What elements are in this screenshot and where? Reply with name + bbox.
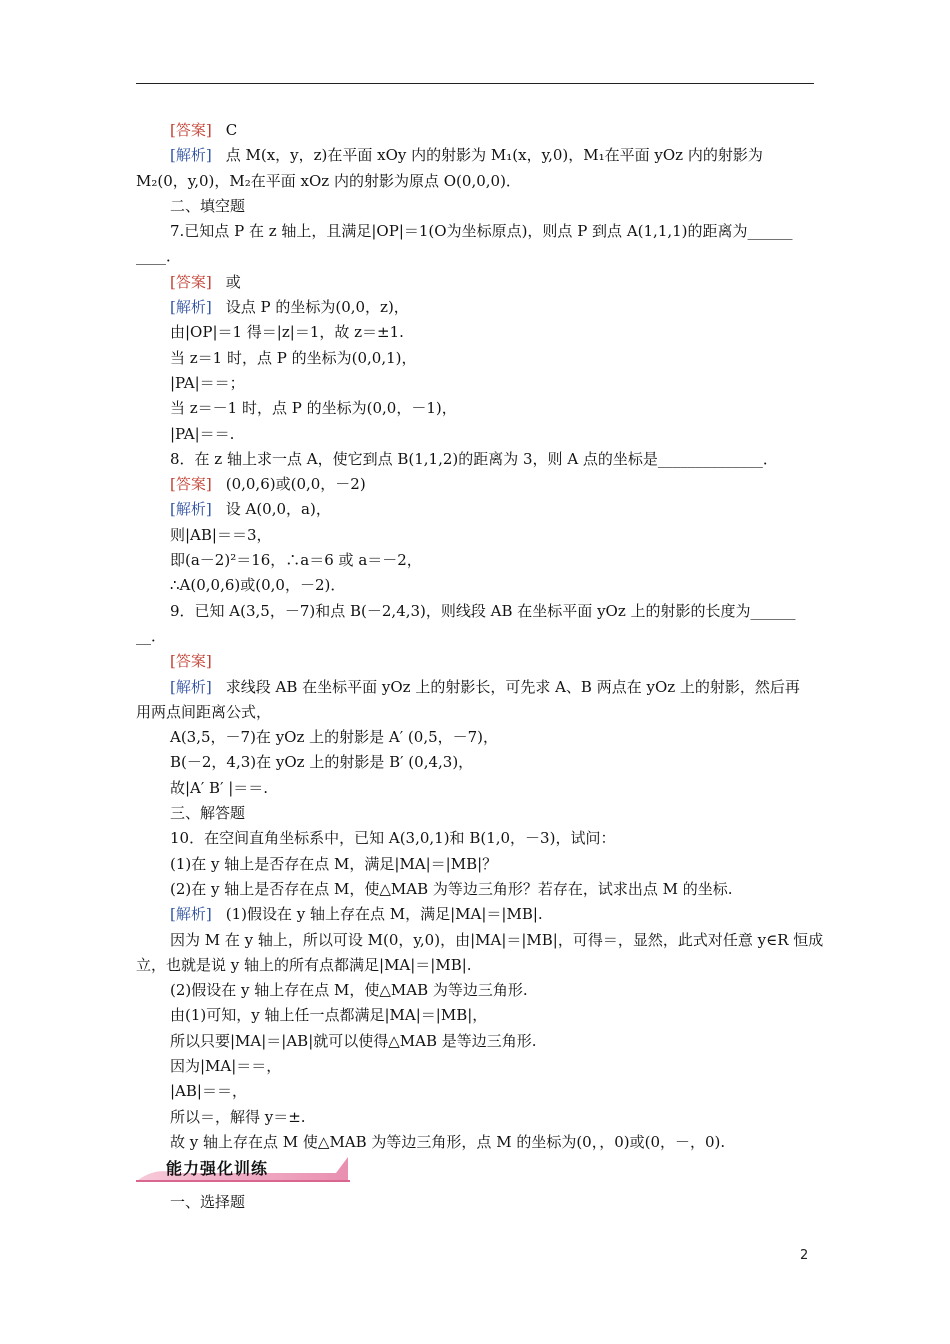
text-line — [136, 1079, 816, 1104]
analysis-tag: [解析] — [170, 500, 212, 519]
text-line — [136, 548, 816, 573]
line-text: 所以＝，解得 y＝±. — [170, 1107, 306, 1126]
line-text: 9．已知 A(3,5，－7)和点 B(－2,4,3)，则线段 AB 在坐标平面 yOz 上的射影的长度为______ — [170, 601, 796, 620]
text-line — [136, 1105, 816, 1130]
text-line — [136, 523, 816, 548]
line-text: 7.已知点 P 在 z 轴上，且满足|OP|＝1(O为坐标原点)，则点 P 到点 A(1,1,1)的距离为______ — [170, 222, 793, 241]
answer-tag: [答案] — [170, 121, 212, 139]
text-line — [136, 675, 816, 700]
line-text: 10．在空间直角坐标系中，已知 A(3,0,1)和 B(1,0，－3)，试问： — [170, 829, 616, 848]
line-text: |PA|＝＝. — [170, 424, 235, 443]
line-text: ∴A(0,0,6)或(0,0，－2)． — [170, 576, 346, 595]
line-text: 当 z＝1 时，点 P 的坐标为(0,0,1)， — [170, 348, 417, 367]
text-line — [136, 573, 816, 598]
analysis-tag: [解析] — [170, 298, 212, 317]
line-text: 设点 P 的坐标为(0,0，z)， — [225, 298, 409, 317]
line-text: 则|AB|＝＝3， — [170, 525, 272, 544]
text-line — [136, 826, 816, 851]
text-line — [136, 472, 816, 497]
text-line — [136, 270, 816, 295]
analysis-tag: [解析] — [170, 146, 212, 165]
text-line — [136, 219, 816, 244]
line-text: 或 — [225, 272, 241, 291]
page-number: 2 — [800, 1248, 809, 1263]
text-line — [136, 877, 816, 902]
line-text: ____． — [136, 247, 182, 266]
line-text: (2)假设在 y 轴上存在点 M，使△MAB 为等边三角形. — [170, 981, 528, 1000]
section-banner — [136, 1153, 351, 1183]
line-text: (2)在 y 轴上是否存在点 M，使△MAB 为等边三角形？若存在，试求出点 M 的坐标. — [170, 879, 733, 898]
text-line — [136, 902, 816, 927]
text-line — [136, 169, 816, 194]
text-line — [136, 1029, 816, 1054]
line-text: (1)在 y 轴上是否存在点 M，满足|MA|＝|MB|？ — [170, 854, 498, 873]
line-text: 所以只要|MA|＝|AB|就可以使得△MAB 是等边三角形. — [170, 1031, 537, 1050]
analysis-tag: [解析] — [170, 677, 212, 696]
line-text: (1)假设在 y 轴上存在点 M，满足|MA|＝|MB|. — [225, 905, 543, 924]
section-heading: 一、选择题 — [170, 1193, 246, 1211]
line-text: 设 A(0,0，a)， — [225, 500, 331, 519]
line-text: B(－2，4,3)在 yOz 上的射影是 B′ (0,4,3)， — [170, 753, 474, 772]
text-line — [136, 422, 816, 447]
answer-tag: [答案] — [170, 652, 212, 671]
line-text: 立，也就是说 y 轴上的所有点都满足|MA|＝|MB|. — [136, 955, 472, 974]
text-line — [136, 346, 816, 371]
text-line — [136, 852, 816, 877]
answer-tag: [答案] — [170, 272, 212, 291]
text-line — [136, 447, 816, 472]
answer-tag: [答案] — [170, 475, 212, 494]
line-text: 因为|MA|＝＝， — [170, 1056, 282, 1075]
text-line — [136, 725, 816, 750]
line-text: (0,0,6)或(0,0，－2) — [225, 475, 366, 494]
text-line — [136, 953, 816, 978]
line-text: 二、填空题 — [170, 196, 246, 215]
line-text: A(3,5，－7)在 yOz 上的射影是 A′ (0,5，－7)， — [170, 728, 499, 747]
header-rule — [136, 83, 814, 84]
text-line — [136, 624, 816, 649]
line-text: |PA|＝＝； — [170, 373, 245, 392]
text-line — [136, 118, 816, 143]
text-line — [136, 649, 816, 674]
line-text: 由(1)可知，y 轴上任一点都满足|MA|＝|MB|， — [170, 1006, 488, 1025]
line-text: M₂(0，y,0)，M₂在平面 xOz 内的射影为原点 O(0,0,0)． — [136, 171, 521, 190]
text-line — [136, 295, 816, 320]
text-line — [136, 700, 816, 725]
text-line — [136, 801, 816, 826]
text-line — [136, 371, 816, 396]
text-line — [136, 143, 816, 168]
text-line — [136, 1054, 816, 1079]
line-text: 当 z＝－1 时，点 P 的坐标为(0,0，－1)， — [170, 399, 457, 418]
analysis-tag: [解析] — [170, 905, 212, 924]
text-line — [136, 497, 816, 522]
document-body — [136, 118, 824, 1155]
text-line — [136, 1003, 816, 1028]
line-text: 故|A′ B′ |＝＝. — [170, 778, 269, 797]
line-text: |AB|＝＝， — [170, 1082, 247, 1101]
text-line — [136, 244, 816, 269]
line-text: 用两点间距离公式， — [136, 702, 272, 721]
line-text: 求线段 AB 在坐标平面 yOz 上的射影长，可先求 A、B 两点在 yOz 上的射影，然后再 — [225, 677, 800, 696]
line-text: 8．在 z 轴上求一点 A，使它到点 B(1,1,2)的距离为 3，则 A 点的坐标是______________． — [170, 449, 778, 468]
text-line — [136, 750, 816, 775]
line-text: 由|OP|＝1 得＝|z|＝1，故 z＝±1. — [170, 323, 404, 342]
line-text: C — [225, 121, 238, 139]
text-line — [136, 776, 816, 801]
text-line — [136, 599, 816, 624]
line-text: 点 M(x，y，z)在平面 xOy 内的射影为 M₁(x，y,0)，M₁在平面 yOz 内的射影为 — [225, 146, 763, 165]
line-text: 因为 M 在 y 轴上，所以可设 M(0，y,0)，由|MA|＝|MB|，可得＝，显然，此式对任意 y∈R 恒成 — [170, 930, 824, 949]
line-text: __． — [136, 626, 167, 645]
line-text: 故 y 轴上存在点 M 使△MAB 为等边三角形，点 M 的坐标为(0，，0)或(0，－，0). — [170, 1132, 726, 1151]
text-line — [136, 1130, 816, 1155]
line-text: 即(a－2)²＝16，∴a＝6 或 a＝－2， — [170, 551, 422, 570]
text-line — [136, 320, 816, 345]
text-line — [136, 978, 816, 1003]
banner-title: 能力强化训练 — [166, 1159, 269, 1178]
text-line — [136, 194, 816, 219]
line-text: 三、解答题 — [170, 804, 246, 823]
text-line — [136, 928, 824, 953]
text-line — [136, 396, 816, 421]
